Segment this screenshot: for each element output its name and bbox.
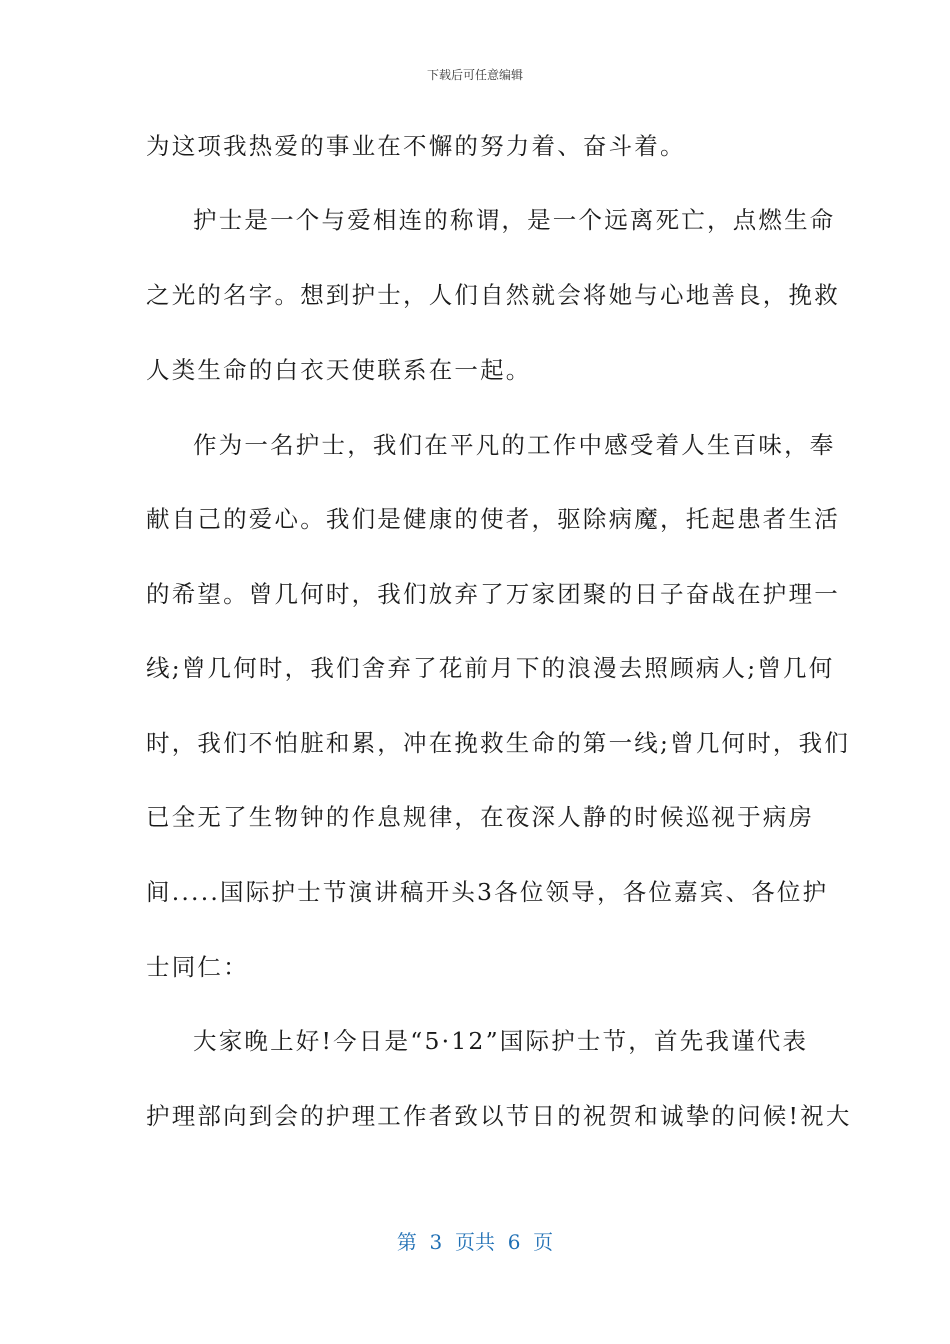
footer-middle: 页共 <box>455 1230 495 1254</box>
text-line: 作为一名护士，我们在平凡的工作中感受着人生百味，奉 <box>193 431 836 459</box>
text-line: 间.....国际护士节演讲稿开头3各位领导，各位嘉宾、各位护 <box>146 878 829 906</box>
text-line: 士同仁： <box>146 953 249 981</box>
text-line: 献自己的爱心。我们是健康的使者，驱除病魔，托起患者生活 <box>146 505 840 533</box>
page-footer <box>0 1226 950 1255</box>
page-header-note: 下载后可任意编辑 <box>426 68 523 82</box>
footer-total-pages: 6 <box>507 1230 521 1254</box>
footer-prefix: 第 <box>396 1230 417 1254</box>
text-line: 为这项我热爱的事业在不懈的努力着、奋斗着。 <box>146 132 686 160</box>
text-line: 线;曾几何时，我们舍弃了花前月下的浪漫去照顾病人;曾几何 <box>146 654 835 682</box>
text-line: 已全无了生物钟的作息规律，在夜深人静的时候巡视于病房 <box>146 803 815 831</box>
text-line: 的希望。曾几何时，我们放弃了万家团聚的日子奋战在护理一 <box>146 580 840 608</box>
text-line: 之光的名字。想到护士，人们自然就会将她与心地善良，挽救 <box>146 281 840 309</box>
text-line: 大家晚上好!今日是“5·12”国际护士节，首先我谨代表 <box>193 1027 809 1055</box>
footer-suffix: 页 <box>533 1230 554 1254</box>
text-line: 时，我们不怕脏和累，冲在挽救生命的第一线;曾几何时，我们 <box>146 729 851 757</box>
text-line: 护理部向到会的护理工作者致以节日的祝贺和诚挚的问候!祝大 <box>146 1102 852 1130</box>
text-line: 护士是一个与爱相连的称谓，是一个远离死亡，点燃生命 <box>193 206 836 234</box>
text-line: 人类生命的白衣天使联系在一起。 <box>146 356 532 384</box>
footer-current-page: 3 <box>429 1230 443 1254</box>
